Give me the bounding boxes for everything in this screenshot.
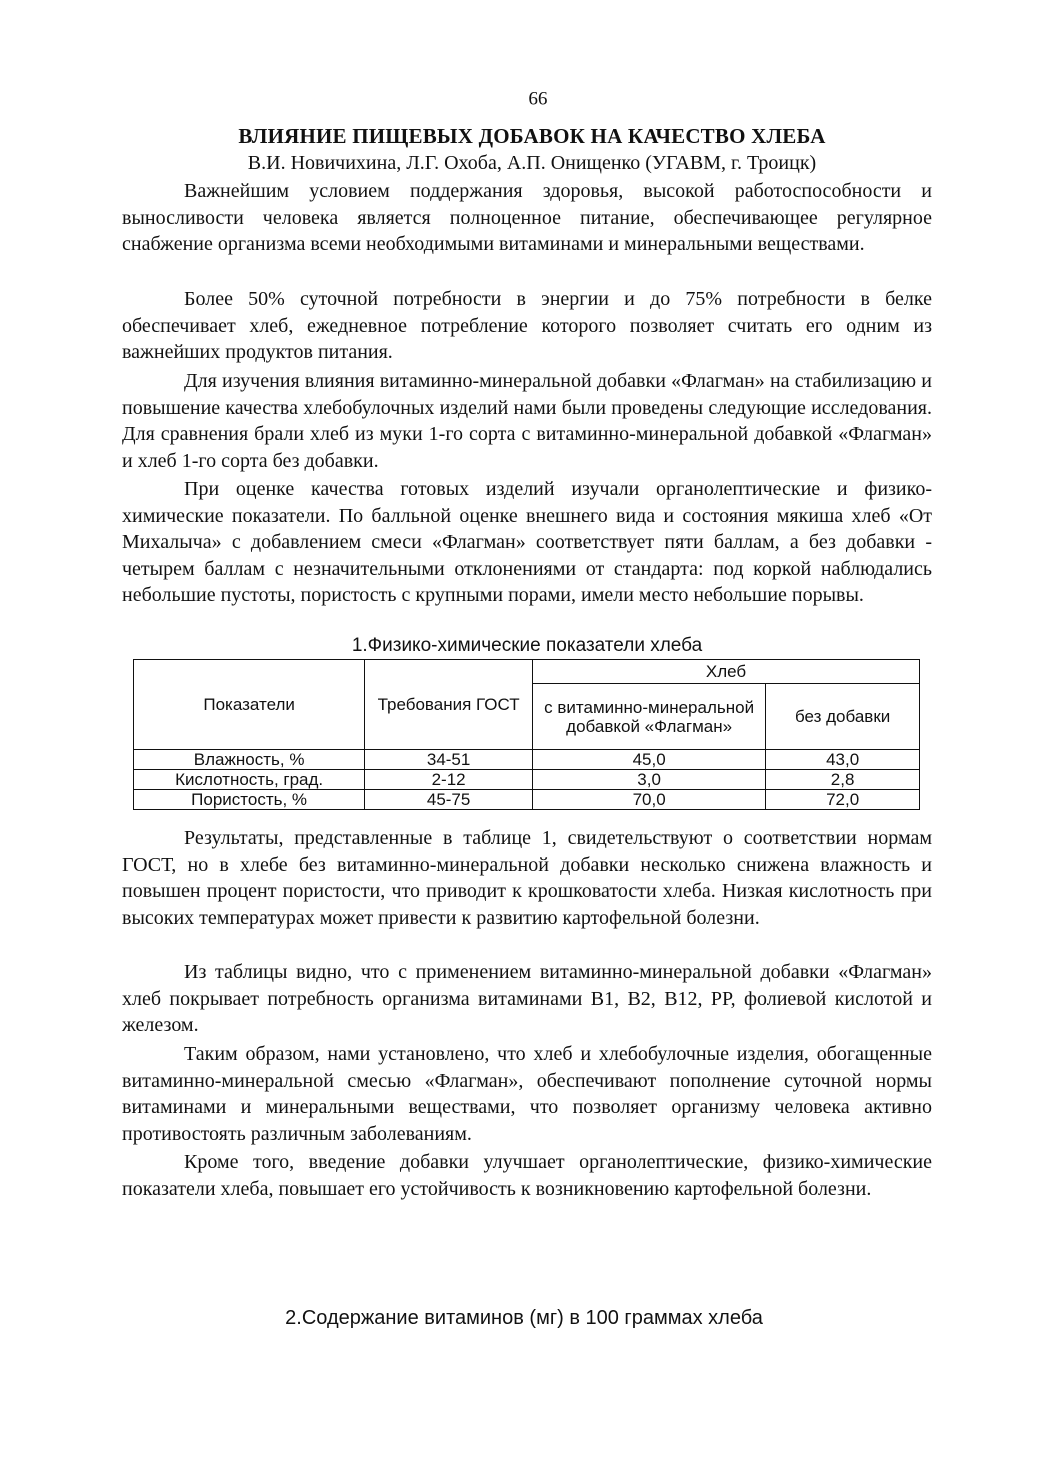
- paragraph-8-block: [122, 1149, 932, 1202]
- cell-without-additive: 72,0: [766, 790, 920, 810]
- table-2-caption: 2.Содержание витаминов (мг) в 100 граммах хлеба: [285, 1307, 763, 1329]
- page-number: 99: [528, 87, 548, 108]
- paragraph: Результаты, представленные в таблице 1, свидетельствуют о соответствии нормам ГОСТ, но в хлебе без витаминно-минеральной добавки несколько снижена влажность и повышен процент пористости, что приводит к крошковатости хлеба. Низкая кислотность при высоких температурах может привести к развитию картофельной болезни.: [122, 827, 932, 929]
- table-row: [134, 770, 920, 790]
- paragraph: Кроме того, введение добавки улучшает органолептические, физико-химические показатели хлеба, повышает его устойчивость к возникновению картофельной болезни.: [122, 1151, 932, 1200]
- paragraph-7-block: [122, 1041, 932, 1147]
- cell-gost: 34-51: [365, 750, 533, 770]
- table-row: [134, 750, 920, 770]
- table-1-caption: 1.Физико-химические показатели хлеба: [351, 635, 703, 656]
- header-bread-group: Хлеб: [532, 660, 919, 684]
- paragraph: Из таблицы видно, что с применением витаминно-минеральной добавки «Флагман» хлеб покрывает потребность организма витаминами В1, В2, В12, РР, фолиевой кислотой и железом.: [122, 961, 932, 1036]
- cell-gost: 2-12: [365, 770, 533, 790]
- header-with-additive: с витаминно-минеральной добавкой «Флагман»: [532, 684, 765, 750]
- article-title: ВЛИЯНИЕ ПИЩЕВЫХ ДОБАВОК НА КАЧЕСТВО ХЛЕБА: [238, 124, 826, 148]
- cell-without-additive: 43,0: [766, 750, 920, 770]
- cell-indicator: Пористость, %: [134, 790, 365, 810]
- paragraph: Более 50% суточной потребности в энергии и до 75% потребности в белке обеспечивает хлеб, ежедневное потребление которого позволяет считать его одним из важнейших продуктов питания.: [122, 288, 932, 363]
- header-without-additive: без добавки: [766, 684, 920, 750]
- cell-indicator: Кислотность, град.: [134, 770, 365, 790]
- paragraph-4-block: [122, 476, 932, 609]
- paragraph: Таким образом, нами установлено, что хлеб и хлебобулочные изделия, обогащенные витаминно-минеральной смесью «Флагман», обеспечивают пополнение суточной нормы витаминами и минеральными веществами, что позволяет организму человека активно противостоять различным заболеваниям.: [122, 1043, 932, 1145]
- paragraph: Для изучения влияния витаминно-минеральной добавки «Флагман» на стабилизацию и повышение качества хлебобулочных изделий нами были проведены следующие исследования. Для сравнения брали хлеб из муки 1-го сорта с витаминно-минеральной добавкой «Флагман» и хлеб 1-го сорта без добавки.: [122, 370, 932, 472]
- paragraph-3-block: [122, 368, 932, 474]
- article-authors: В.И. Новичихина, Л.Г. Охоба, А.П. Онищенко (УГАВМ, г. Троицк): [247, 152, 817, 174]
- cell-indicator: Влажность, %: [134, 750, 365, 770]
- paragraph: При оценке качества готовых изделий изучали органолептические и физико-химические показатели. По балльной оценке внешнего вида и состояния мякиша хлеб «От Михалыча» с добавлением смеси «Флагман» соответствует пяти баллам, а без добавки - четырем баллам с незначительными отклонениями от стандарта: под коркой наблюдались небольшие пустоты, пористость с крупными порами, имели место небольшие порывы.: [122, 478, 932, 606]
- cell-with-additive: 45,0: [532, 750, 765, 770]
- table-1: [133, 659, 920, 810]
- paragraph-1-block: [122, 178, 932, 258]
- cell-gost: 45-75: [365, 790, 533, 810]
- cell-without-additive: 2,8: [766, 770, 920, 790]
- table-row: [134, 790, 920, 810]
- cell-with-additive: 70,0: [532, 790, 765, 810]
- paragraph: Важнейшим условием поддержания здоровья, высокой работоспособности и выносливости человека является полноценное питание, обеспечивающее регулярное снабжение организма всеми необходимыми витаминами и минеральными веществами.: [122, 180, 932, 255]
- paragraph-5-block: [122, 825, 932, 931]
- paragraph-2-block: [122, 286, 932, 366]
- paragraph-6-block: [122, 959, 932, 1039]
- header-indicator: Показатели: [134, 660, 365, 750]
- header-gost: Требования ГОСТ: [365, 660, 533, 750]
- cell-with-additive: 3,0: [532, 770, 765, 790]
